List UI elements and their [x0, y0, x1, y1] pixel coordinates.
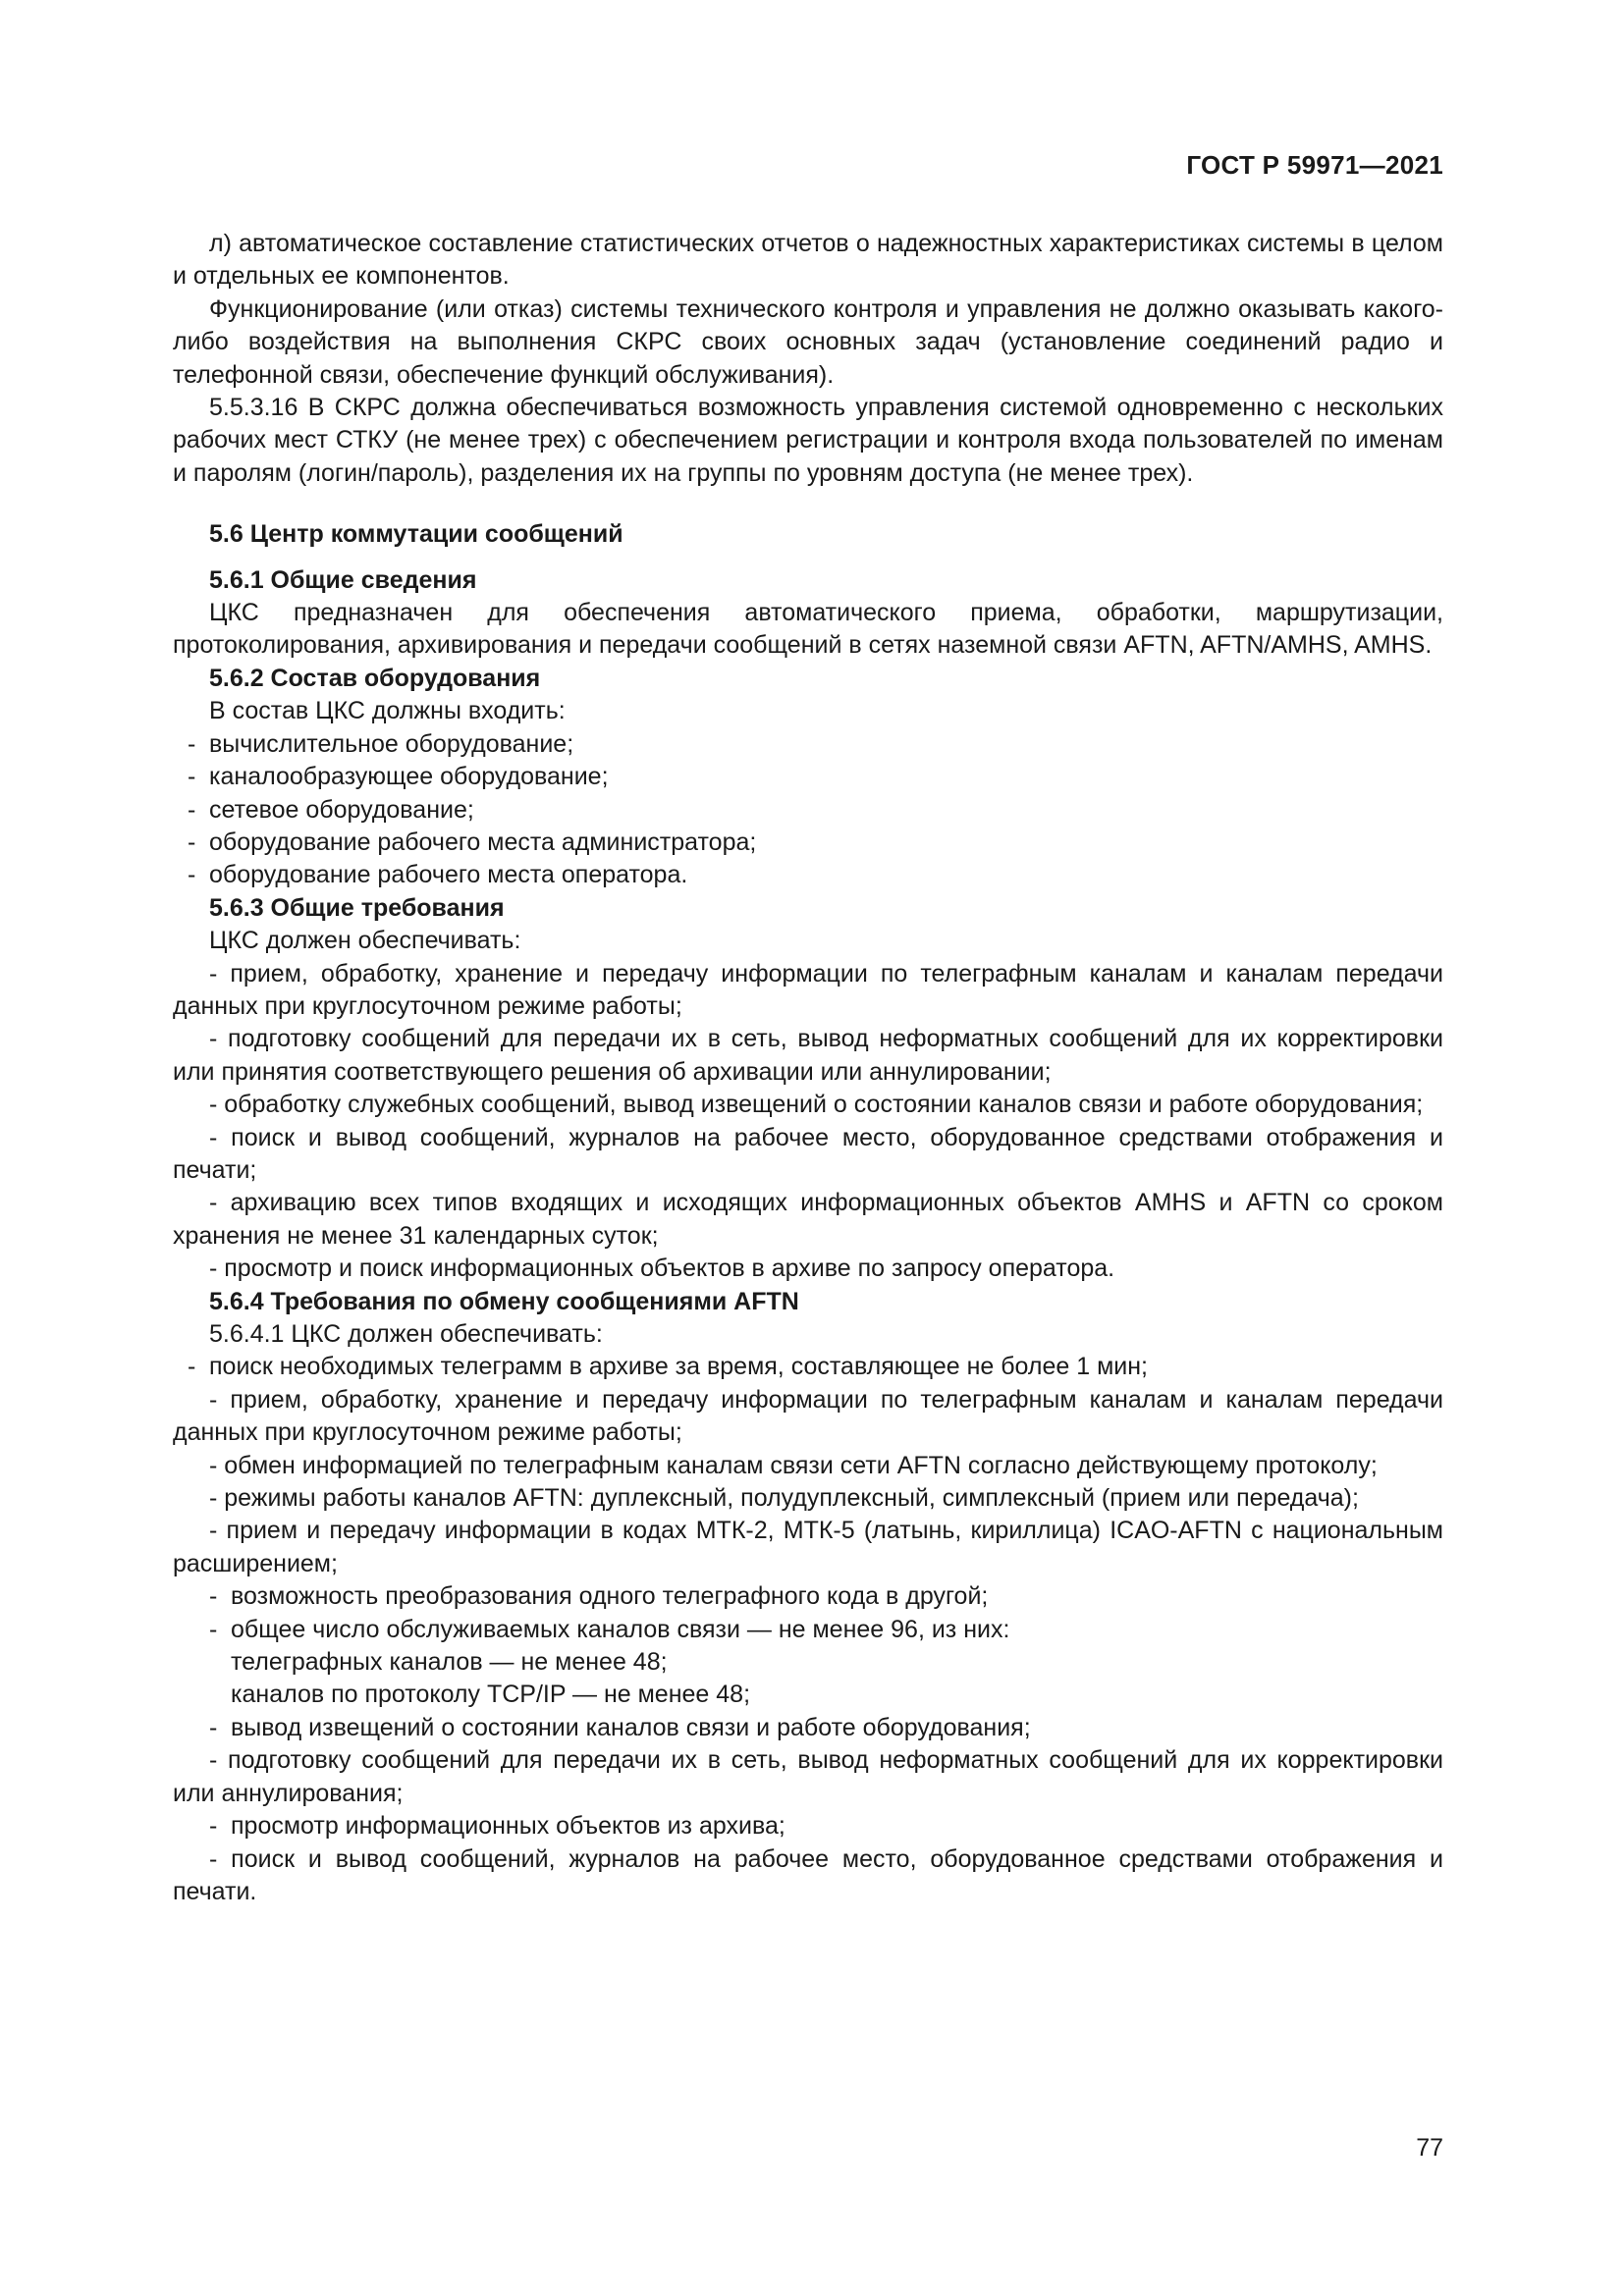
- list-item: - прием, обработку, хранение и передачу информации по телеграфным каналам и каналам передачи данных при круглосуточном режиме работы;: [173, 959, 1443, 1020]
- paragraph: 5.5.3.16 В СКРС должна обеспечиваться возможность управления системой одновременно с нескольких рабочих мест СТКУ (не менее трех) с обеспечением регистрации и контроля входа пользователей по именам и паролям (логин/пароль), разделения их на группы по уровням доступа (не менее трех).: [173, 394, 1443, 487]
- list-item: - режимы работы каналов AFTN: дуплексный, полудуплексный, симплексный (прием или передача);: [209, 1484, 1359, 1513]
- list-item: - возможность преобразования одного телеграфного кода в другой;: [209, 1582, 989, 1611]
- list-item: - общее число обслуживаемых каналов связи — не менее 96, из них:: [209, 1615, 1010, 1643]
- section-heading-5-6: 5.6 Центр коммутации сообщений: [209, 520, 623, 549]
- list-item: - вычислительное оборудование;: [188, 729, 574, 758]
- list-item: - архивацию всех типов входящих и исходящих информационных объектов AMHS и AFTN со сроком хранения не менее 31 календарных суток;: [173, 1189, 1443, 1250]
- page-number: 77: [1416, 2134, 1443, 2162]
- list-item: - подготовку сообщений для передачи их в сеть, вывод неформатных сообщений для их корректировки или аннулирования;: [173, 1746, 1443, 1807]
- section-heading-5-6-3: 5.6.3 Общие требования: [209, 893, 505, 922]
- list-item: - каналообразующее оборудование;: [188, 763, 609, 791]
- list-item: - прием, обработку, хранение и передачу информации по телеграфным каналам и каналам передачи данных при круглосуточном режиме работы;: [173, 1385, 1443, 1447]
- paragraph: ЦКС должен обеспечивать:: [209, 927, 521, 955]
- paragraph: 5.6.4.1 ЦКС должен обеспечивать:: [209, 1320, 603, 1348]
- list-item: - поиск необходимых телеграмм в архиве за время, составляющее не более 1 мин;: [188, 1353, 1148, 1381]
- list-item: - просмотр информационных объектов из архива;: [209, 1812, 785, 1841]
- paragraph: В состав ЦКС должны входить:: [209, 697, 566, 725]
- list-subitem: каналов по протоколу TCP/IP — не менее 48;: [231, 1681, 751, 1709]
- paragraph: ЦКС предназначен для обеспечения автоматического приема, обработки, маршрутизации, протоколирования, архивирования и передачи сообщений в сетях наземной связи AFTN, AFTN/AMHS, AMHS.: [173, 599, 1443, 660]
- paragraph: Функционирование (или отказ) системы технического контроля и управления не должно оказывать какого-либо воздействия на выполнения СКРС своих основных задач (установление соединений радио и телефонной связи, обеспечение функций обслуживания).: [173, 294, 1443, 389]
- list-item: - просмотр и поиск информационных объектов в архиве по запросу оператора.: [209, 1255, 1115, 1283]
- list-item: - поиск и вывод сообщений, журналов на рабочее место, оборудованное средствами отображения и печати;: [173, 1123, 1443, 1184]
- section-heading-5-6-4: 5.6.4 Требования по обмену сообщениями AFTN: [209, 1287, 799, 1315]
- document-id-header: ГОСТ Р 59971—2021: [1186, 150, 1443, 180]
- list-item: - вывод извещений о состоянии каналов связи и работе оборудования;: [209, 1713, 1031, 1741]
- list-subitem: телеграфных каналов — не менее 48;: [231, 1648, 668, 1677]
- page-body: [173, 228, 1443, 1908]
- list-item: - оборудование рабочего места оператора.: [188, 861, 688, 889]
- list-item: - обработку служебных сообщений, вывод извещений о состоянии каналов связи и работе оборудования;: [209, 1091, 1424, 1119]
- list-item: - прием и передачу информации в кодах МТК-2, МТК-5 (латынь, кириллица) ICAO-AFTN с национальным расширением;: [173, 1517, 1443, 1577]
- list-item: - оборудование рабочего места администратора;: [188, 828, 757, 856]
- list-item: - обмен информацией по телеграфным каналам связи сети AFTN согласно действующему протоколу;: [209, 1451, 1378, 1479]
- list-item: - поиск и вывод сообщений, журналов на рабочее место, оборудованное средствами отображения и печати.: [173, 1844, 1443, 1905]
- list-item: - сетевое оборудование;: [188, 795, 474, 824]
- section-heading-5-6-1: 5.6.1 Общие сведения: [209, 565, 477, 594]
- paragraph: л) автоматическое составление статистических отчетов о надежностных характеристиках системы в целом и отдельных ее компонентов.: [173, 230, 1443, 291]
- list-item: - подготовку сообщений для передачи их в сеть, вывод неформатных сообщений для их корректировки или принятия соответствующего решения об архивации или аннулировании;: [173, 1025, 1443, 1086]
- section-heading-5-6-2: 5.6.2 Состав оборудования: [209, 664, 541, 692]
